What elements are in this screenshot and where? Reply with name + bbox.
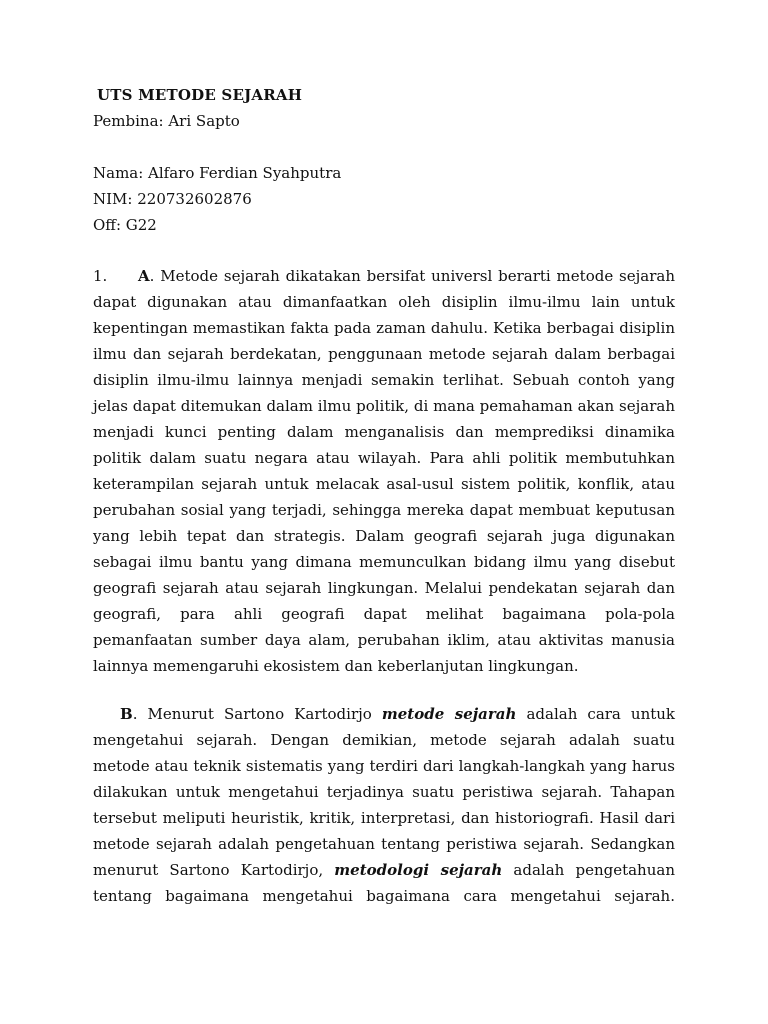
nama-line: Nama: Alfaro Ferdian Syahputra: [93, 164, 342, 182]
nim-line: NIM: 220732602876: [93, 190, 252, 208]
document-title: UTS METODE SEJARAH: [97, 86, 303, 104]
answer-1b-text-3: adalah pengetahuan tentang bagaimana mengetahui bagaimana cara mengetahui sejarah.: [93, 861, 675, 905]
answer-1a-text: . Metode sejarah dikatakan bersifat universl berarti metode sejarah dapat digunakan atau dimanfaatkan oleh disiplin ilmu-ilmu lain untuk kepentingan memastikan fakta pada zaman dahulu. Ketika berbagai disiplin ilmu dan sejarah berdekatan, penggunaan metode sejarah dalam berbagai disiplin ilmu-ilmu lainnya menjadi semakin terlihat. Sebuah contoh yang jelas dapat ditemukan dalam ilmu politik, di mana pemahaman akan sejarah menjadi kunci penting dalam menganalisis dan memprediksi dinamika politik dalam suatu negara atau wilayah. Para ahli politik membutuhkan keterampilan sejarah untuk melacak asal-usul sistem politik, konflik, atau perubahan sosial yang terjadi, sehingga mereka dapat membuat keputusan yang lebih tepat dan strategis. Dalam geografi sejarah juga digunakan sebagai ilmu bantu yang dimana memunculkan bidang ilmu yang disebut geografi sejarah atau sejarah lingkungan. Melalui pendekatan sejarah dan geografi, para ahli geografi dapat melihat bagaimana pola-pola pemanfaatan sumber daya alam, perubahan iklim, atau aktivitas manusia lainnya memengaruhi ekosistem dan keberlanjutan lingkungan.: [93, 267, 675, 675]
answer-1b-text-1: . Menurut Sartono Kartodirjo: [132, 705, 382, 723]
answer-1b-label: B: [120, 705, 133, 723]
off-line: Off: G22: [93, 216, 157, 234]
pembina-line: Pembina: Ari Sapto: [93, 112, 240, 130]
term-metode-sejarah: metode sejarah: [381, 705, 517, 723]
term-metodologi-sejarah: metodologi sejarah: [334, 861, 503, 879]
answer-1b-text-2: adalah cara untuk mengetahui sejarah. Dengan demikian, metode sejarah adalah suatu metode atau teknik sistematis yang terdiri dari langkah-langkah yang harus dilakukan untuk mengetahui terjadinya suatu peristiwa sejarah. Tahapan tersebut meliputi heuristik, kritik, interpretasi, dan historiografi. Hasil dari metode sejarah adalah pengetahuan tentang peristiwa sejarah. Sedangkan menurut Sartono Kartodirjo,: [93, 705, 676, 879]
answer-1a-paragraph: [93, 263, 675, 679]
answer-1b-paragraph: [93, 701, 675, 909]
answer-1a-label: A: [138, 267, 150, 285]
question-number: 1.: [93, 267, 108, 285]
